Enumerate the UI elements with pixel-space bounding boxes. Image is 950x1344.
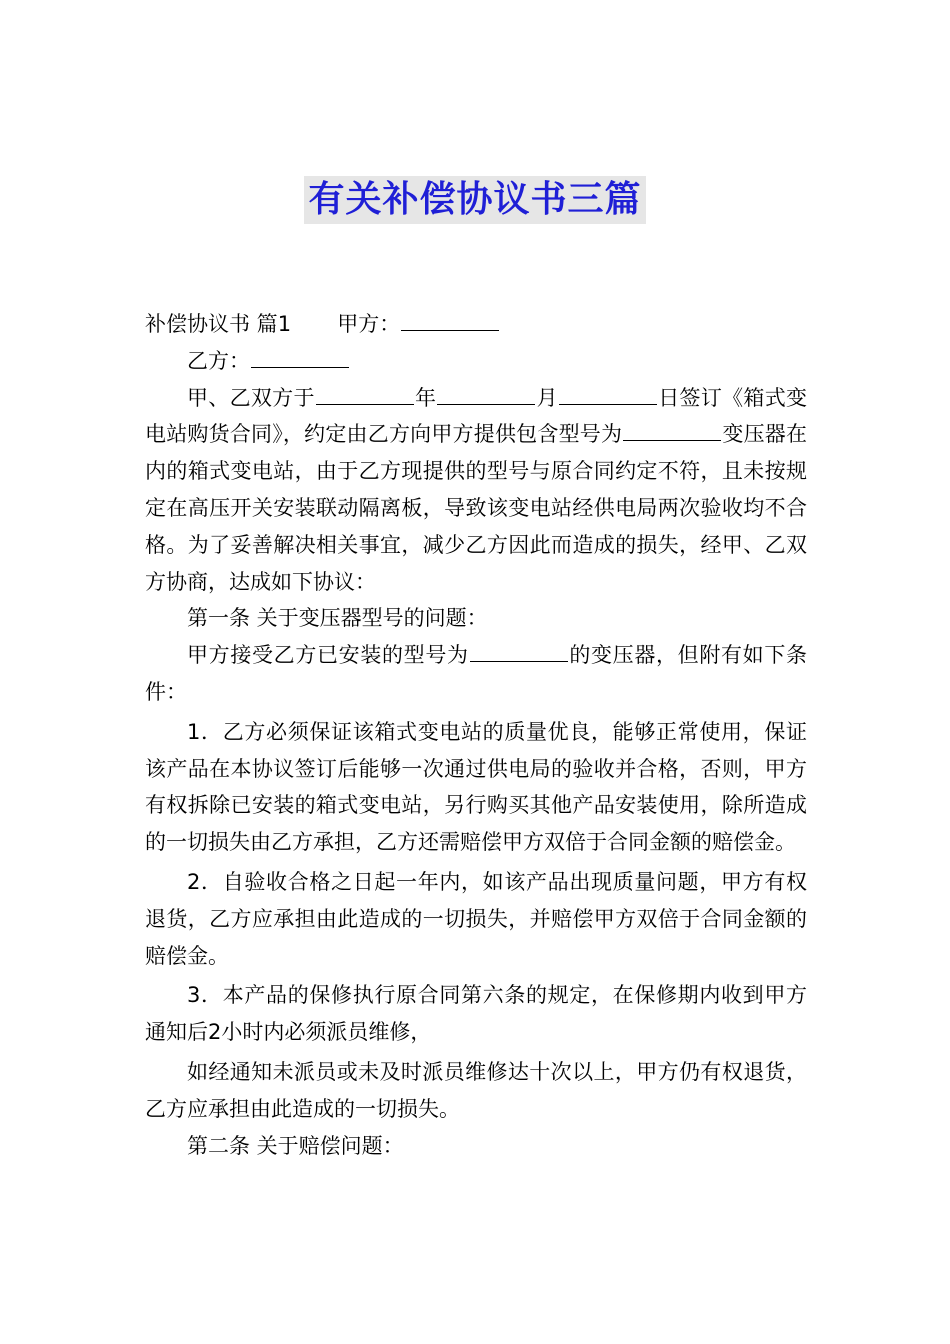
- party-b-line: [145, 343, 807, 380]
- intro-text-5: 变压器在内的箱式变电站，由于乙方现提供的型号与原合同约定不符，且未按规定在高压开关安装联动隔离板，导致该变电站经供电局两次验收均不合格。为了妥善解决相关事宜，减少乙方因此而造成的损失，经甲、乙双方协商，达成如下协议：: [145, 422, 808, 594]
- article-1-title: 第一条 关于变压器型号的问题：: [187, 606, 488, 631]
- accept-text-1: 甲方接受乙方已安装的型号为: [187, 643, 469, 668]
- heading-number: 1: [277, 312, 292, 336]
- intro-text-2: 年: [414, 385, 437, 410]
- intro-text-1: 甲、乙双方于: [187, 385, 315, 410]
- paragraph-intro: [145, 380, 807, 601]
- document-title: 有关补偿协议书三篇: [304, 176, 645, 224]
- party-b-blank: [251, 345, 349, 368]
- item-3-number: 3: [187, 983, 201, 1008]
- item-2-text: ．自验收合格之日起一年内，如该产品出现质量问题，甲方有权退货，乙方应承担由此造成的一切损失，并赔偿甲方双倍于合同金额的赔偿金。: [145, 869, 807, 968]
- item-1-text: ．乙方必须保证该箱式变电站的质量优良，能够正常使用，保证该产品在本协议签订后能够一次通过供电局的验收并合格，否则，甲方有权拆除已安装的箱式变电站，另行购买其他产品安装使用，除所造成的一切损失由乙方承担，乙方还需赔偿甲方双倍于合同金额的赔偿金。: [145, 719, 807, 855]
- accept-text-2: 的变压器，但附有如下条件：: [145, 643, 808, 704]
- intro-text-3: 月: [536, 385, 558, 410]
- article-2-title: 第二条 关于赔偿问题：: [187, 1133, 404, 1158]
- heading-label: 补偿协议书 篇: [145, 312, 278, 336]
- item-1-number: 1: [187, 719, 201, 744]
- document-body: [145, 306, 807, 1164]
- year-blank: [316, 382, 414, 405]
- heading-line: [145, 306, 807, 343]
- item-3-text-1: ．本产品的保修执行原合同第六条的规定，在保修期内收到甲方通知后: [145, 983, 807, 1045]
- item-3: [145, 977, 807, 1051]
- day-blank: [559, 382, 657, 405]
- model-blank-1: [623, 418, 721, 441]
- item-2: [145, 864, 807, 974]
- party-a-blank: [401, 308, 499, 331]
- model-blank-2: [470, 639, 568, 662]
- month-blank: [437, 382, 535, 405]
- item-2-number: 2: [187, 869, 201, 894]
- party-b-label: 乙方：: [187, 348, 250, 373]
- party-a-label: 甲方：: [337, 312, 401, 336]
- paragraph-return: 如经通知未派员或未及时派员维修达十次以上，甲方仍有权退货，乙方应承担由此造成的一切损失。: [145, 1059, 807, 1121]
- item-3-text-2: 小时内必须派员维修，: [221, 1020, 432, 1045]
- paragraph-accept: [145, 637, 807, 711]
- title-container: [0, 176, 950, 224]
- item-3-hours: 2: [208, 1020, 222, 1045]
- item-1: [145, 714, 807, 861]
- intro-text-4: 日签订《箱式变电站购货合同》，约定由乙方向甲方提供包含型号为: [145, 385, 808, 447]
